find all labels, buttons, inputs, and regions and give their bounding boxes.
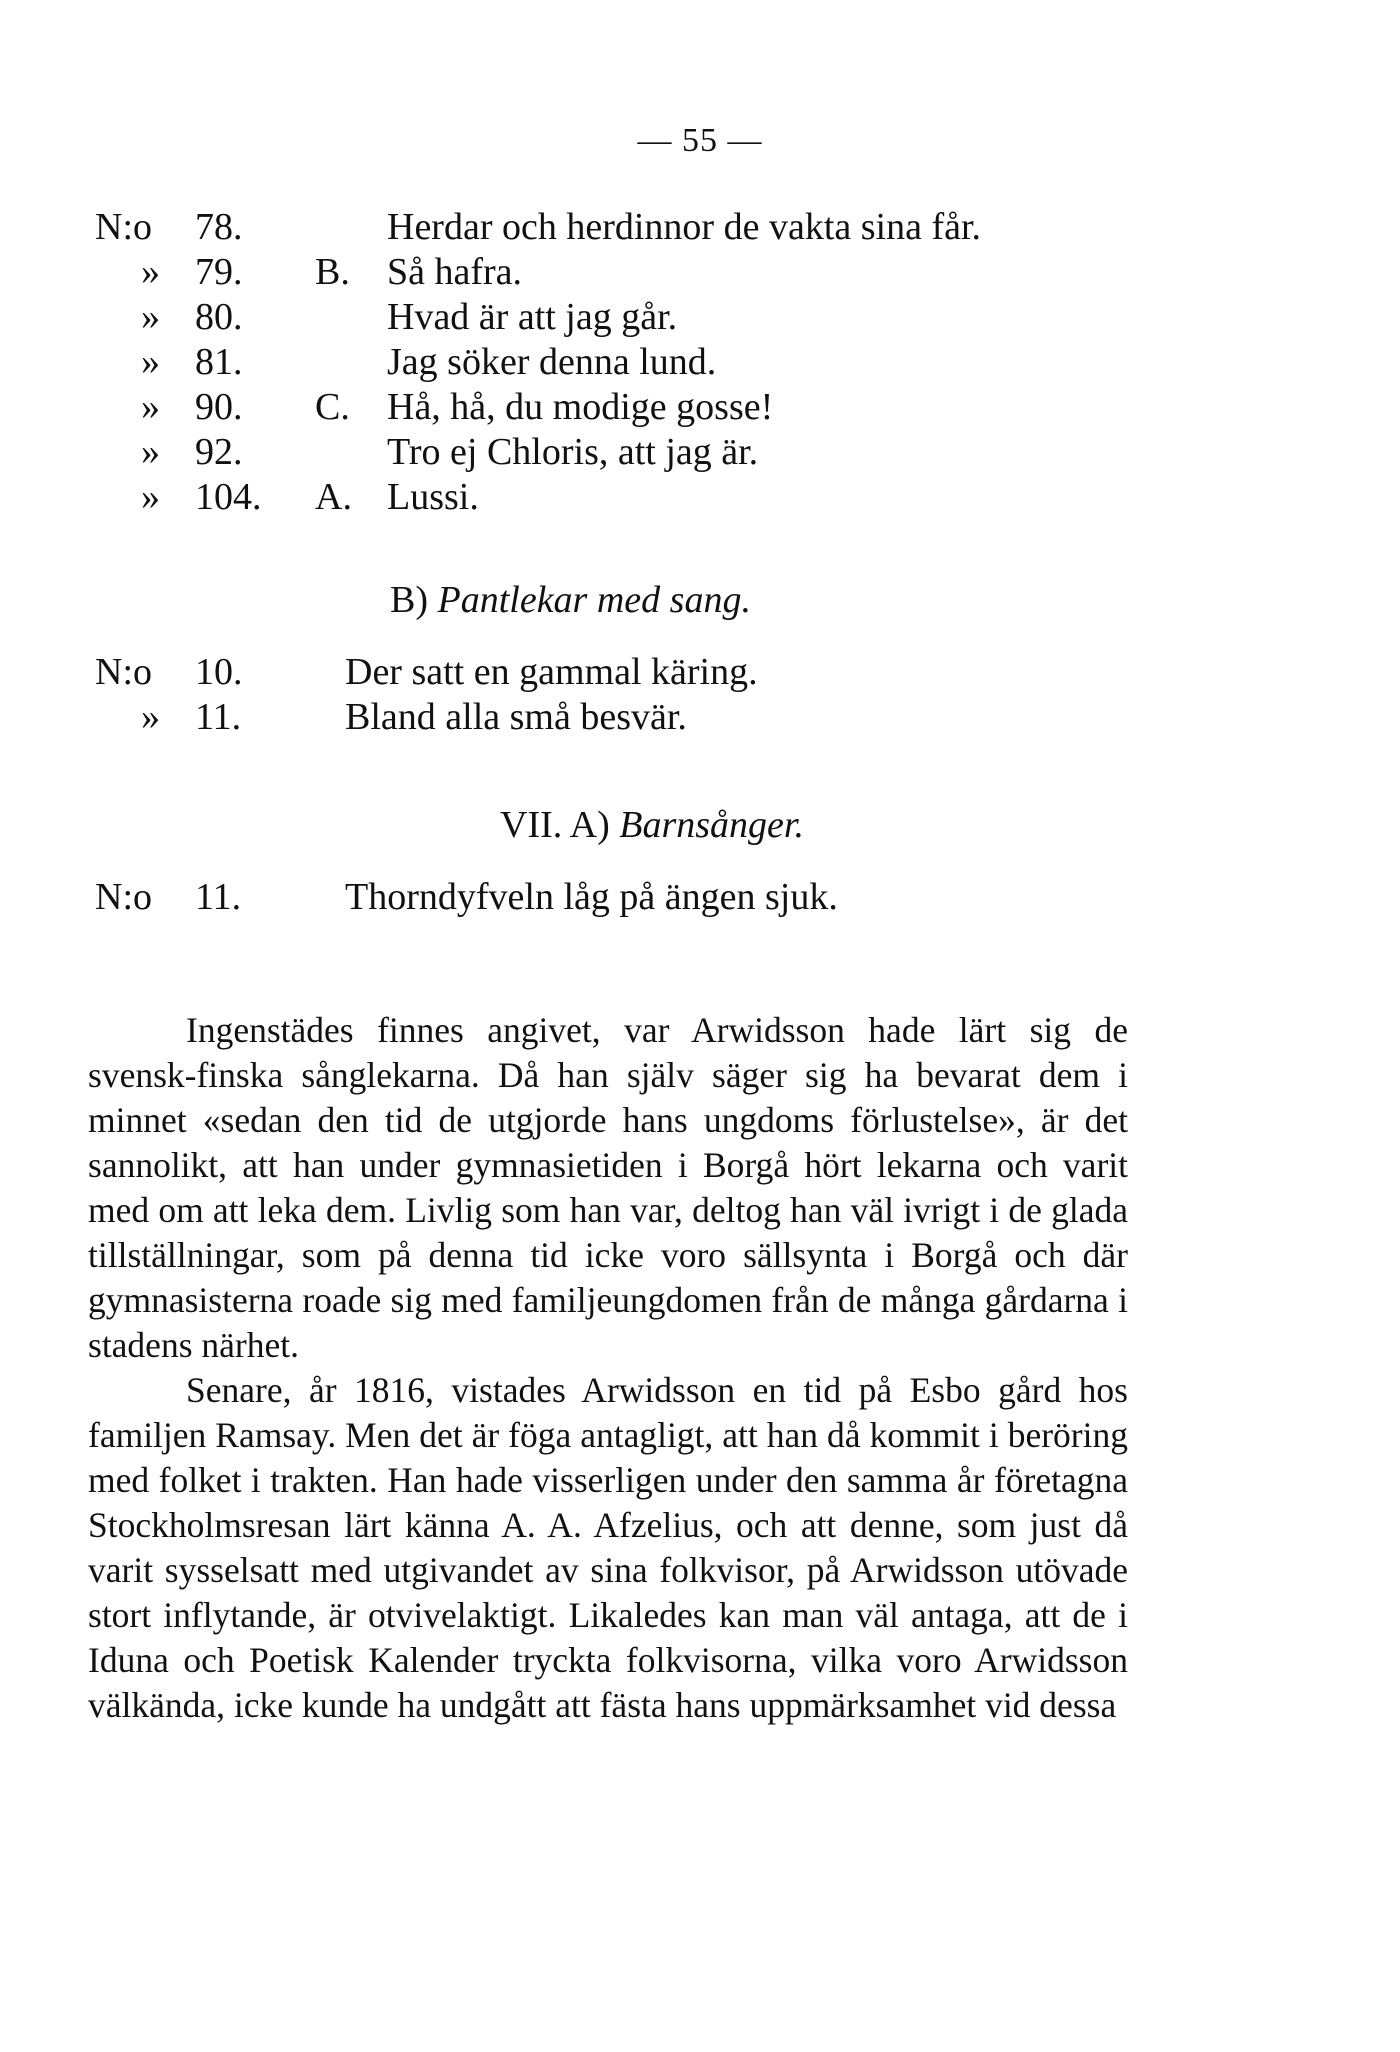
entry-title: Jag söker denna lund. xyxy=(387,341,717,383)
heading-label: B) xyxy=(390,579,428,621)
entry-letter: A. xyxy=(315,476,352,518)
entry-num: 92. xyxy=(195,431,243,473)
entry-letter: B. xyxy=(315,251,350,293)
heading-label: VII. A) xyxy=(500,804,610,846)
body-text xyxy=(88,1008,1128,1728)
page-number: — 55 — xyxy=(637,122,763,159)
entry-num: 10. xyxy=(195,651,243,693)
entry-num: 11. xyxy=(195,876,242,918)
entry-prefix: » xyxy=(141,386,160,428)
heading-title: Barnsånger. xyxy=(619,804,804,846)
entry-prefix: N:o xyxy=(95,651,152,693)
entry-prefix: N:o xyxy=(95,206,152,248)
entry-title: Hvad är att jag går. xyxy=(387,296,678,338)
heading-title: Pantlekar med sang. xyxy=(437,579,751,621)
entry-title: Hå, hå, du modige gosse! xyxy=(387,386,774,428)
entry-title: Der satt en gammal käring. xyxy=(345,651,758,693)
entry-num: 80. xyxy=(195,296,243,338)
entry-title: Tro ej Chloris, att jag är. xyxy=(387,431,759,473)
entry-num: 11. xyxy=(195,696,242,738)
entry-num: 81. xyxy=(195,341,243,383)
entry-title: Herdar och herdinnor de vakta sina får. xyxy=(387,206,982,248)
paragraph: Ingenstädes finnes angivet, var Arwidsson hade lärt sig de svensk-finska sånglekarna. Då han själv säger sig ha bevarat dem i minnet «sedan den tid de utgjorde hans ungdoms förlustelse», är det sannolikt, att han under gymnasietiden i Borgå hört lekarna och varit med om att leka dem. Livlig som han var, deltog han väl ivrigt i de glada tillställningar, som på denna tid icke voro sällsynta i Borgå och där gymnasisterna roade sig med familjeungdomen från de många gårdarna i stadens närhet. xyxy=(88,1010,1128,1365)
entry-prefix: » xyxy=(141,431,160,473)
entry-letter: C. xyxy=(315,386,350,428)
entry-prefix: » xyxy=(141,251,160,293)
entry-num: 90. xyxy=(195,386,243,428)
entry-title: Thorndyfveln låg på ängen sjuk. xyxy=(345,876,838,918)
entry-title: Bland alla små besvär. xyxy=(345,696,687,738)
entry-prefix: » xyxy=(141,696,160,738)
entry-prefix: » xyxy=(141,476,160,518)
section-heading-b xyxy=(390,578,751,622)
entry-prefix: N:o xyxy=(95,876,152,918)
entry-prefix: » xyxy=(141,296,160,338)
entry-num: 104. xyxy=(195,476,262,518)
paragraph: Senare, år 1816, vistades Arwidsson en tid på Esbo gård hos familjen Ramsay. Men det är föga antagligt, att han då kommit i beröring med folket i trakten. Han hade visserligen under den samma år företagna Stockholmsresan lärt känna A. A. Afzelius, och att denne, som just då varit sysselsatt med utgivandet av sina folkvisor, på Arwidsson utövade stort inflytande, är otvivelaktigt. Likaledes kan man väl antaga, att de i Iduna och Poetisk Kalender tryckta folkvisorna, vilka voro Arwidsson välkända, icke kunde ha undgått att fästa hans uppmärksamhet vid dessa xyxy=(88,1370,1128,1725)
entry-title: Lussi. xyxy=(387,476,479,518)
entry-num: 78. xyxy=(195,206,243,248)
entry-prefix: » xyxy=(141,341,160,383)
section-heading-vii xyxy=(500,803,804,847)
entry-title: Så hafra. xyxy=(387,251,523,293)
entry-num: 79. xyxy=(195,251,243,293)
